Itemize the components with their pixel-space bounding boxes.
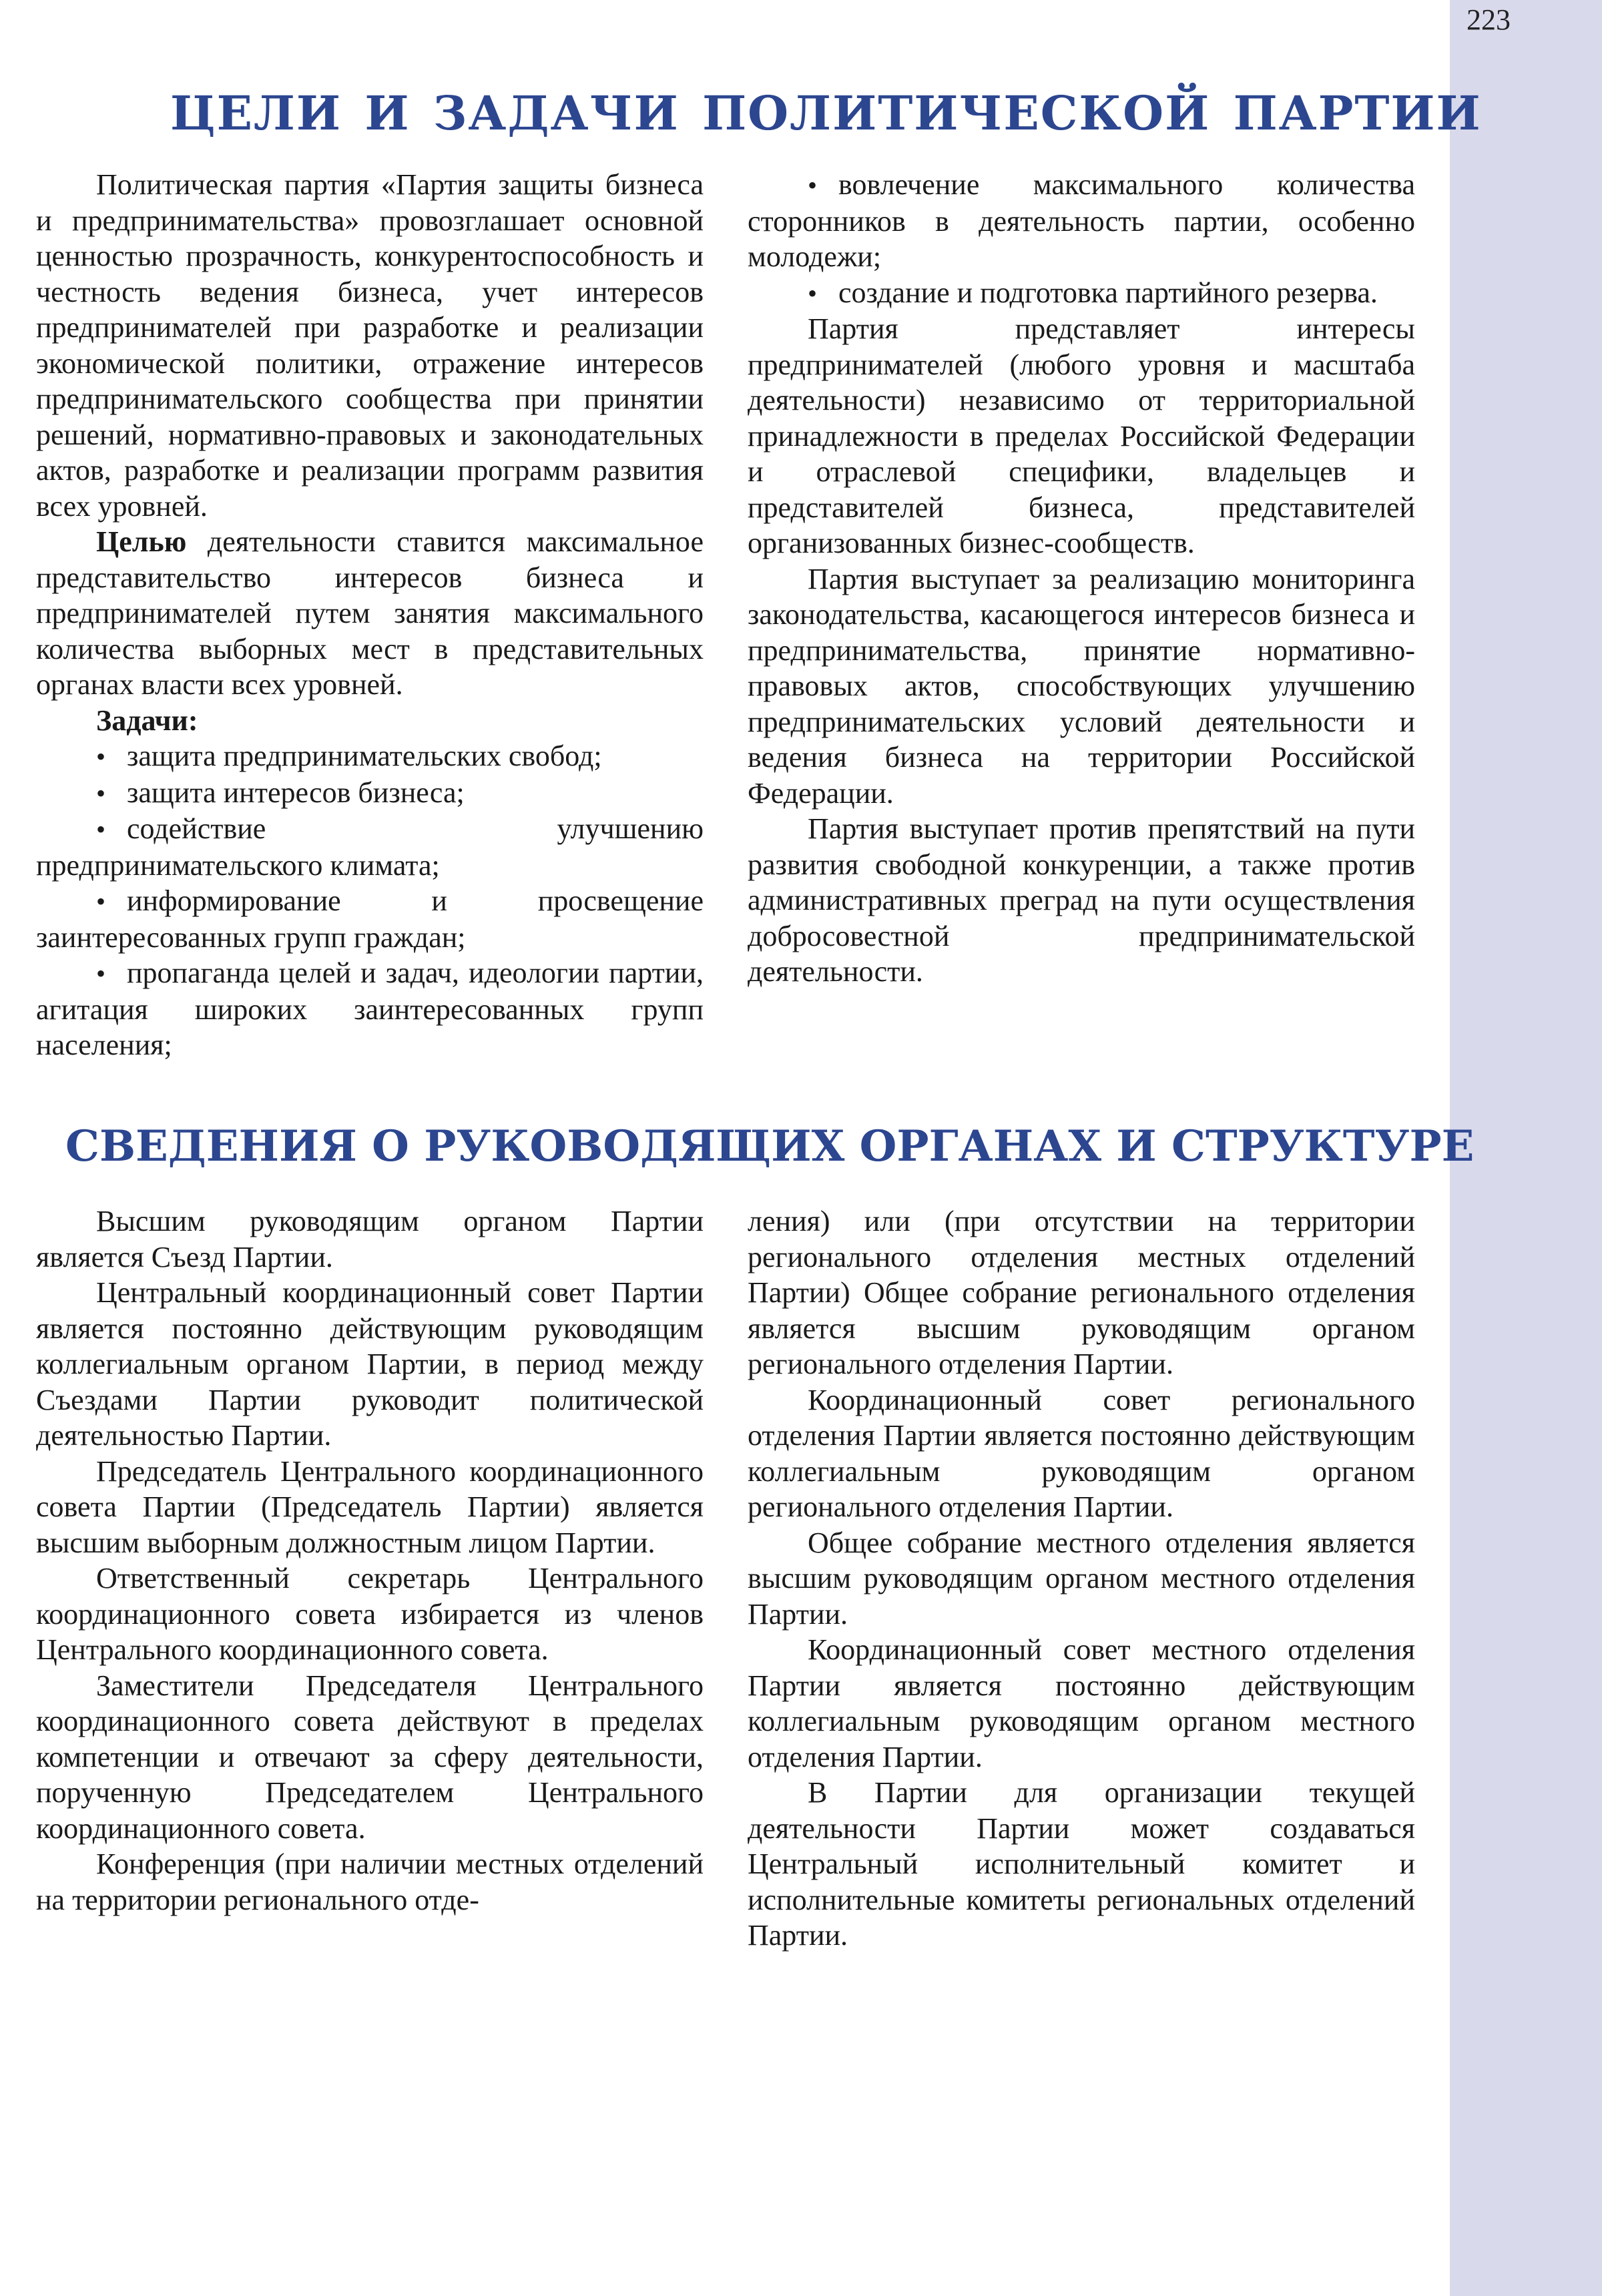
bullet-icon — [748, 276, 838, 312]
local-assembly-paragraph: Общее собрание местного отделения является высшим руководящим органом местного отделения Партии. — [748, 1526, 1415, 1631]
goals-right-column — [748, 167, 1415, 990]
bullet-icon — [36, 776, 127, 812]
tasks-label: Задачи: — [96, 703, 198, 737]
task-item — [36, 775, 704, 812]
deputies-paragraph: Заместители Председателя Центрального координационного совета действуют в пределах компетенции и отвечают за сферу деятельности, порученную Председателем Центрального координационного совета. — [36, 1669, 704, 1845]
monitoring-paragraph: Партия выступает за реализацию мониторинга законодательства, касающегося интересов бизнеса и предпринимательства, принятие нормативно-правовых актов, способствующих улучшению предпринимательских условий деятельности и ведения бизнеса на территории Российской Федерации. — [748, 562, 1415, 810]
chairman-paragraph: Председатель Центрального координационного совета Партии (Председатель Партии) является высшим выборным должностным лицом Партии. — [36, 1454, 704, 1559]
goal-paragraph — [36, 524, 704, 703]
conference-continuation: ления) или (при отсутствии на территории регионального отделения местных отделений Партии) Общее собрание регионального отделения является высшим руководящим органом регионального отделения Партии. — [748, 1205, 1415, 1380]
goal-label: Целью — [96, 525, 187, 558]
task-text: защита интересов бизнеса; — [127, 776, 465, 809]
task-text: защита предпринимательских свобод; — [127, 740, 602, 772]
bullet-icon — [36, 739, 127, 775]
goal-text: деятельности ставится максимальное представительство интересов бизнеса и предпринимателей путем занятия максимального количества выборных мест в представительных органах власти всех уровней. — [36, 525, 704, 701]
conference-paragraph: Конференция (при наличии местных отделений на территории регионального отде- — [36, 1847, 704, 1916]
task-text: пропаганда целей и задач, идеологии партии, агитация широких заинтересованных групп населения; — [36, 956, 704, 1061]
bullet-icon — [36, 956, 127, 992]
task-item — [36, 811, 704, 883]
local-council-paragraph: Координационный совет местного отделения Партии является постоянно действующим коллегиальным руководящим органом местного отделения Партии. — [748, 1633, 1415, 1773]
intro-paragraph: Политическая партия «Партия защиты бизнеса и предпринимательства» провозглашает основной ценностью прозрачность, конкурентоспособность и честность ведения бизнеса, учет интересов предпринимателей при разработке и реализации экономической политики, отражение интересов предпринимательского сообщества при принятии решений, нормативно-правовых и законодательных актов, разработке и реализации программ развития всех уровней. — [36, 168, 704, 523]
task-item — [36, 738, 704, 775]
central-council-paragraph: Центральный координационный совет Партии является постоянно действующим руководящим коллегиальным органом Партии, в период между Съездами Партии руководит политической деятельностью Партии. — [36, 1276, 704, 1452]
congress-paragraph: Высшим руководящим органом Партии является Съезд Партии. — [36, 1205, 704, 1273]
executive-committee-paragraph: В Партии для организации текущей деятельности Партии может создаваться Центральный исполнительный комитет и исполнительные комитеты региональных отделений Партии. — [748, 1776, 1415, 1952]
task-item — [748, 167, 1415, 275]
structure-right-column — [748, 1203, 1415, 1954]
bullet-icon — [36, 884, 127, 920]
task-text: информирование и просвещение заинтересованных групп граждан; — [36, 884, 704, 954]
bullet-icon — [748, 168, 838, 204]
task-text: создание и подготовка партийного резерва. — [838, 276, 1378, 309]
task-item — [36, 883, 704, 955]
task-text: вовлечение максимального количества сторонников в деятельность партии, особенно молодежи; — [748, 168, 1415, 273]
goals-left-column — [36, 167, 704, 1063]
structure-left-column — [36, 1203, 704, 1918]
regional-council-paragraph: Координационный совет регионального отделения Партии является постоянно действующим коллегиальным руководящим органом регионального отделения Партии. — [748, 1383, 1415, 1523]
task-item — [36, 955, 704, 1063]
task-text: содействие улучшению предпринимательского климата; — [36, 812, 704, 882]
bullet-icon — [36, 812, 127, 848]
section-title-structure: СВЕДЕНИЯ О РУКОВОДЯЩИХ ОРГАНАХ И СТРУКТУРЕ — [65, 1121, 1475, 1171]
page-number: 223 — [1466, 3, 1511, 36]
secretary-paragraph: Ответственный секретарь Центрального координационного совета избирается из членов Центрального координационного совета. — [36, 1562, 704, 1666]
representation-paragraph: Партия представляет интересы предпринимателей (любого уровня и масштаба деятельности) независимо от территориальной принадлежности в пределах Российской Федерации и отраслевой специфики, владельцев и представителей бизнеса, представителей организованных бизнес-сообществ. — [748, 312, 1415, 559]
section-title-goals: ЦЕЛИ И ЗАДАЧИ ПОЛИТИЧЕСКОЙ ПАРТИИ — [170, 85, 1482, 141]
competition-paragraph: Партия выступает против препятствий на пути развития свободной конкуренции, а также против административных преград на пути осуществления добросовестной предпринимательской деятельности. — [748, 812, 1415, 988]
task-item — [748, 275, 1415, 312]
